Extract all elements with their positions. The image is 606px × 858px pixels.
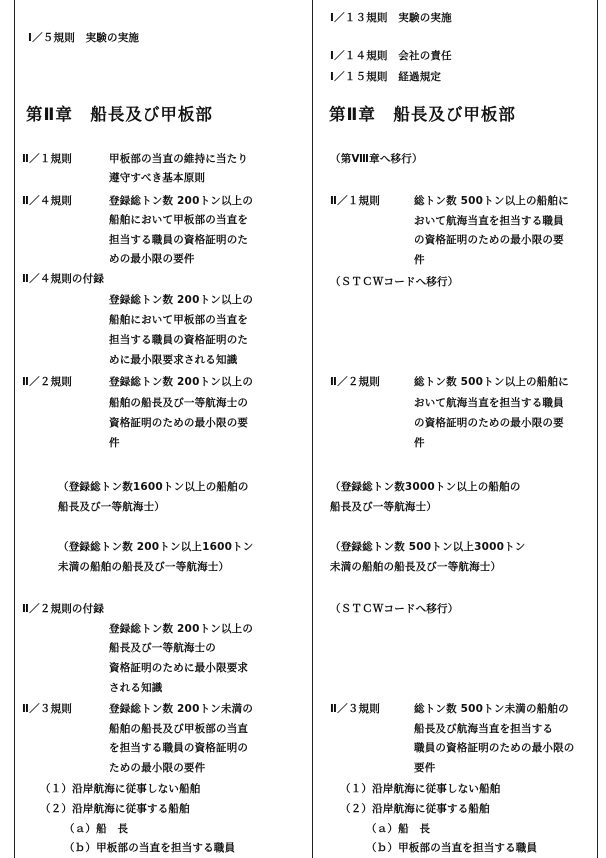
left-r1-line: 遵守すべき基本原則 (109, 172, 206, 184)
left-r5-line: 船長及び一等航海士の (109, 642, 216, 654)
right-r1-ref: Ⅱ／１規則 (330, 195, 380, 207)
right-r1-line: 件 (414, 254, 425, 266)
left-r2-ref: Ⅱ／４規則 (22, 195, 72, 207)
left-p2-line: 未満の船舶の船長及び一等航海士） (58, 561, 230, 573)
left-r5-ref: Ⅱ／２規則の付録 (22, 603, 105, 615)
right-r2-ref: Ⅱ／２規則 (330, 376, 380, 388)
left-list-item: （２）沿岸航海に従事する船舶 (40, 803, 190, 815)
right-r3-ref: Ⅱ／３規則 (330, 703, 380, 715)
left-p1-line: 船長及び一等航海士） (58, 501, 165, 513)
left-r5-line: 登録総トン数 200トン以上の (109, 623, 254, 635)
right-p1-line: 船長及び一等航海士） (330, 501, 437, 513)
right-p1-line: （登録総トン数3000トン以上の船舶の (330, 481, 521, 493)
left-r6-line: を担当する職員の資格証明の (109, 742, 249, 754)
left-r6-line: 登録総トン数 200トン未満の (109, 703, 254, 715)
right-list-item: （２）沿岸航海に従事する船舶 (340, 803, 490, 815)
left-chapter-heading: 第Ⅱ章 船長及び甲板部 (26, 105, 213, 124)
right-r1-line: おいて航海当直を担当する職員 (414, 215, 564, 227)
right-r2-line: おいて航海当直を担当する職員 (414, 397, 564, 409)
left-p2-line: （登録総トン数 200トン以上1600トン (58, 541, 254, 553)
left-r3-line: 船舶において甲板部の当直を (109, 314, 249, 326)
left-r4-line: 船舶の船長及び一等航海士の (109, 397, 249, 409)
left-r5-line: 資格証明のために最小限要求 (109, 662, 249, 674)
left-r6-line: 船舶の船長及び甲板部の当直 (109, 723, 249, 735)
right-moved-note: （第Ⅷ章へ移行） (330, 153, 423, 165)
left-r3-ref: Ⅱ／４規則の付録 (22, 273, 105, 285)
right-list-item: （ｂ）甲板部の当直を担当する職員 (366, 842, 538, 854)
right-top-rule: I／１３規則 実験の実施 (330, 12, 452, 24)
right-r2-line: の資格証明のための最小限の要 (414, 417, 564, 429)
left-p1-line: （登録総トン数1600トン以上の船舶の (58, 481, 249, 493)
left-r5-line: される知識 (109, 682, 163, 694)
left-r4-line: 登録総トン数 200トン以上の (109, 376, 254, 388)
right-stcw-note: （ＳＴＣＷコードへ移行） (330, 603, 459, 615)
left-r2-line: 登録総トン数 200トン以上の (109, 195, 254, 207)
right-p2-line: 未満の船舶の船長及び一等航海士） (330, 561, 502, 573)
right-r2-line: 総トン数 500トン以上の船舶に (414, 376, 569, 388)
left-r1-line: 甲板部の当直の維持に当たり (109, 153, 249, 165)
left-list-item: （ｂ）甲板部の当直を担当する職員 (64, 842, 236, 854)
right-chapter-heading: 第Ⅱ章 船長及び甲板部 (329, 105, 516, 124)
left-r2-line: 船舶において甲板部の当直を (109, 214, 249, 226)
right-p2-line: （登録総トン数 500トン以上3000トン (330, 541, 526, 553)
right-top-rule: I／１４規則 会社の責任 (330, 50, 452, 62)
right-r2-line: 件 (414, 437, 425, 449)
left-r2-line: 担当する職員の資格証明のた (109, 234, 249, 246)
right-r1-line: の資格証明のための最小限の要 (414, 234, 564, 246)
left-r3-line: 担当する職員の資格証明のた (109, 334, 249, 346)
left-r4-line: 資格証明のための最小限の要 (109, 417, 249, 429)
right-r3-line: 船長及び航海当直を担当する (414, 723, 554, 735)
left-list-item: （１）沿岸航海に従事しない船舶 (40, 783, 201, 795)
left-border (14, 0, 15, 858)
column-divider (312, 0, 313, 858)
right-list-item: （１）沿岸航海に従事しない船舶 (340, 783, 501, 795)
right-border (597, 0, 598, 858)
right-r1-line: 総トン数 500トン以上の船舶に (414, 195, 569, 207)
left-r3-line: 登録総トン数 200トン以上の (109, 294, 254, 306)
left-top-rule: I／５規則 実験の実施 (28, 32, 140, 44)
left-r3-line: めに最小限要求される知識 (109, 354, 238, 366)
left-r2-line: めの最小限の要件 (109, 253, 195, 265)
right-r3-line: 要件 (414, 762, 436, 774)
left-r6-line: ための最小限の要件 (109, 762, 206, 774)
right-list-item: （ａ）船 長 (366, 823, 431, 835)
left-list-item: （ａ）船 長 (64, 823, 129, 835)
right-r3-line: 職員の資格証明のための最小限の (414, 742, 575, 754)
left-r4-ref: Ⅱ／２規則 (22, 376, 72, 388)
right-stcw-note: （ＳＴＣＷコードへ移行） (330, 276, 459, 288)
right-r3-line: 総トン数 500トン未満の船舶の (414, 703, 569, 715)
left-r6-ref: Ⅱ／３規則 (22, 703, 72, 715)
right-top-rule: I／１５規則 経過規定 (330, 71, 442, 83)
left-r1-ref: Ⅱ／１規則 (22, 153, 72, 165)
left-r4-line: 件 (109, 437, 120, 449)
